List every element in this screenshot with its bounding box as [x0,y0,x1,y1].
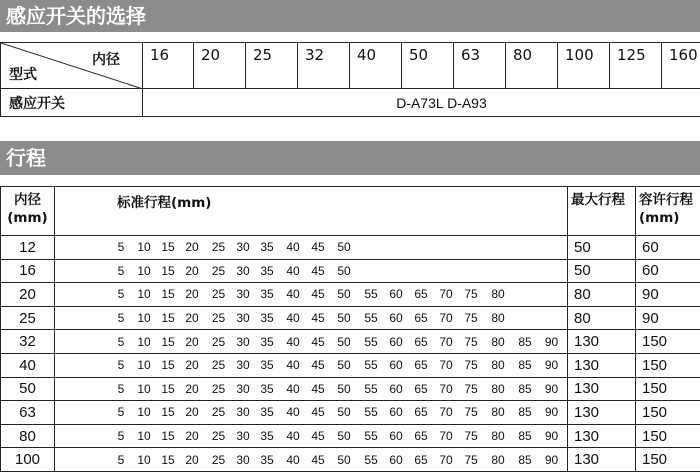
stroke-value: 75 [464,405,478,420]
stroke-value: 20 [185,452,199,467]
stroke-value: 45 [311,358,325,373]
bore-cell: 40 [350,43,402,89]
bore-value: 20 [1,283,55,307]
stroke-value: 30 [236,429,250,444]
table-row [1,353,700,377]
diagonal-header-cell [1,43,143,89]
stroke-value: 15 [161,452,175,467]
stroke-value: 75 [464,334,478,349]
stroke-value: 25 [211,429,226,444]
stroke-value: 75 [464,429,478,444]
standard-strokes [55,283,568,307]
stroke-value: 5 [117,263,125,278]
stroke-value: 55 [364,358,378,373]
stroke-value: 15 [161,381,175,396]
stroke-value: 5 [117,452,125,467]
bore-value: 12 [1,236,55,260]
bore-cell: 100 [558,43,610,89]
stroke-value: 50 [337,287,351,302]
bore-cell: 80 [506,43,558,89]
stroke-value: 85 [518,452,532,467]
stroke-value: 35 [260,240,274,255]
stroke-value: 55 [364,429,378,444]
switch-value: D-A73L D-A93 [143,89,700,117]
stroke-value: 30 [236,334,250,349]
stroke-value: 85 [518,405,532,420]
stroke-value: 20 [185,287,199,302]
stroke-value: 10 [137,240,151,255]
stroke-value: 25 [211,381,226,396]
stroke-value: 75 [464,381,478,396]
stroke-value: 20 [185,334,199,349]
allow-stroke-value: 150 [636,330,700,354]
stroke-value: 5 [117,381,125,396]
stroke-value: 45 [311,429,325,444]
stroke-value: 35 [260,358,274,373]
stroke-value: 15 [161,287,175,302]
stroke-value: 5 [117,405,125,420]
max-stroke-header: 最大行程 [568,187,636,236]
table-row [1,377,700,401]
stroke-value: 60 [389,452,403,467]
stroke-value: 50 [337,381,351,396]
stroke-value: 45 [311,287,325,302]
standard-strokes [55,401,568,425]
allow-stroke-value: 150 [636,448,700,472]
bore-cell: 125 [610,43,662,89]
stroke-value: 70 [439,381,453,396]
stroke-value: 40 [286,429,300,444]
bore-cell: 50 [402,43,454,89]
stroke-value: 20 [185,311,199,326]
max-stroke-value: 130 [568,448,636,472]
standard-strokes [55,236,568,260]
allow-stroke-value: 150 [636,401,700,425]
stroke-value: 55 [364,405,378,420]
stroke-value: 65 [414,311,428,326]
stroke-value: 15 [161,429,175,444]
stroke-value: 90 [544,405,559,420]
standard-strokes [55,448,568,472]
stroke-value: 80 [491,405,505,420]
stroke-value: 70 [439,311,453,326]
stroke-value: 75 [464,358,478,373]
stroke-value: 20 [185,263,199,278]
bore-cell: 16 [143,43,194,89]
stroke-value: 30 [236,240,250,255]
stroke-value: 85 [518,381,532,396]
stroke-value: 30 [236,405,250,420]
stroke-value: 75 [464,311,478,326]
allow-header-line1: 容许行程 [639,192,693,208]
stroke-value: 30 [236,287,250,302]
stroke-value: 25 [211,334,226,349]
stroke-value: 55 [364,334,378,349]
stroke-value: 50 [337,240,351,255]
stroke-value: 70 [439,429,453,444]
stroke-value: 80 [491,429,505,444]
table-row [1,259,700,283]
bore-cell: 20 [194,43,246,89]
stroke-value: 20 [185,381,199,396]
stroke-value: 45 [311,263,325,278]
allow-header-line2: (mm) [639,210,680,226]
bore-value: 40 [1,353,55,377]
stroke-value: 65 [414,429,428,444]
stroke-value: 20 [185,405,199,420]
stroke-value: 10 [137,311,151,326]
stroke-value: 10 [137,287,151,302]
bore-cell: 160 [662,43,700,89]
standard-strokes [55,259,568,283]
allow-stroke-value: 90 [636,306,700,330]
stroke-value: 45 [311,452,325,467]
bore-value: 100 [1,448,55,472]
stroke-value: 50 [337,263,351,278]
max-stroke-value: 50 [568,259,636,283]
stroke-value: 20 [185,240,199,255]
stroke-value: 65 [414,287,428,302]
stroke-value: 55 [364,381,378,396]
stroke-value: 55 [364,287,378,302]
bore-value: 25 [1,306,55,330]
stroke-value: 60 [389,311,403,326]
stroke-value: 15 [161,334,175,349]
stroke-value: 30 [236,452,250,467]
stroke-value: 50 [337,311,351,326]
stroke-value: 50 [337,334,351,349]
allow-stroke-header [636,187,700,236]
standard-strokes [55,306,568,330]
stroke-value: 35 [260,452,274,467]
stroke-value: 45 [311,405,325,420]
max-stroke-value: 50 [568,236,636,260]
bore-header-label: 内径 [92,52,120,68]
max-stroke-value: 130 [568,377,636,401]
stroke-value: 70 [439,405,453,420]
stroke-value: 85 [518,334,532,349]
stroke-value: 40 [286,452,300,467]
bore-value: 32 [1,330,55,354]
stroke-value: 10 [137,381,151,396]
stroke-value: 40 [286,405,300,420]
stroke-value: 70 [439,358,453,373]
switch-table [0,42,700,117]
stroke-value: 45 [311,240,325,255]
stroke-value: 15 [161,311,175,326]
stroke-value: 45 [311,334,325,349]
stroke-value: 55 [364,452,378,467]
bore-header-line1: 内径 [14,192,41,208]
stroke-value: 80 [491,358,505,373]
stroke-value: 80 [491,311,505,326]
bore-cell: 63 [454,43,506,89]
stroke-value: 25 [211,405,226,420]
stroke-value: 60 [389,287,403,302]
allow-stroke-value: 90 [636,283,700,307]
stroke-value: 90 [544,334,559,349]
stroke-value: 60 [389,405,403,420]
stroke-value: 45 [311,381,325,396]
stroke-value: 5 [117,240,125,255]
section-title-stroke: 行程 [0,141,700,175]
stroke-value: 90 [544,381,559,396]
stroke-value: 35 [260,334,274,349]
max-stroke-value: 130 [568,424,636,448]
allow-stroke-value: 60 [636,236,700,260]
stroke-value: 65 [414,405,428,420]
standard-strokes [55,330,568,354]
stroke-value: 40 [286,287,300,302]
stroke-value: 90 [544,429,559,444]
stroke-value: 40 [286,358,300,373]
stroke-value: 25 [211,263,226,278]
stroke-value: 50 [337,358,351,373]
stroke-value: 10 [137,334,151,349]
stroke-value: 70 [439,452,453,467]
stroke-value: 70 [439,287,453,302]
stroke-value: 10 [137,263,151,278]
stroke-value: 20 [185,358,199,373]
table-row [1,306,700,330]
stroke-value: 15 [161,405,175,420]
stroke-value: 60 [389,381,403,396]
bore-cell: 25 [246,43,298,89]
stroke-value: 60 [389,334,403,349]
stroke-value: 60 [389,358,403,373]
stroke-value: 5 [117,429,125,444]
bore-value: 80 [1,424,55,448]
table-row [1,236,700,260]
allow-stroke-value: 150 [636,424,700,448]
stroke-value: 50 [337,405,351,420]
max-stroke-value: 130 [568,353,636,377]
stroke-value: 20 [185,429,199,444]
allow-stroke-value: 150 [636,377,700,401]
stroke-value: 15 [161,240,175,255]
stroke-value: 10 [137,452,151,467]
stroke-value: 5 [117,334,125,349]
stroke-value: 85 [518,358,532,373]
table-row [1,401,700,425]
section-title-switch: 感应开关的选择 [0,0,700,32]
stroke-value: 35 [260,381,274,396]
switch-label: 感应开关 [1,89,143,117]
stroke-value: 40 [286,263,300,278]
bore-value: 63 [1,401,55,425]
table-row [1,330,700,354]
stroke-value: 25 [211,287,226,302]
stroke-value: 5 [117,287,125,302]
stroke-value: 90 [544,358,559,373]
stroke-value: 60 [389,429,403,444]
stroke-value: 65 [414,452,428,467]
table-row [1,448,700,472]
stroke-value: 50 [337,452,351,467]
bore-value: 16 [1,259,55,283]
stroke-value: 35 [260,429,274,444]
max-stroke-value: 130 [568,330,636,354]
stroke-value: 70 [439,334,453,349]
bore-value: 50 [1,377,55,401]
stroke-value: 35 [260,287,274,302]
stroke-value: 40 [286,240,300,255]
bore-cell: 32 [298,43,350,89]
stroke-value: 85 [518,429,532,444]
standard-strokes [55,424,568,448]
stroke-value: 25 [211,311,226,326]
stroke-value: 75 [464,452,478,467]
stroke-value: 80 [491,452,505,467]
stroke-value: 30 [236,358,250,373]
stroke-value: 15 [161,263,175,278]
table-row [1,283,700,307]
allow-stroke-value: 60 [636,259,700,283]
stroke-value: 65 [414,381,428,396]
stroke-value: 15 [161,358,175,373]
allow-stroke-value: 150 [636,353,700,377]
stroke-value: 40 [286,334,300,349]
stroke-value: 35 [260,405,274,420]
bore-header-line2: (mm) [7,210,48,226]
stroke-value: 55 [364,311,378,326]
stroke-value: 65 [414,334,428,349]
standard-strokes [55,353,568,377]
stroke-value: 35 [260,263,274,278]
stroke-table [0,186,700,472]
bore-header [1,187,55,236]
type-header-label: 型式 [9,67,37,83]
stroke-value: 5 [117,358,125,373]
stroke-value: 30 [236,263,250,278]
stroke-value: 25 [211,452,226,467]
standard-stroke-header: 标准行程(mm) [55,187,568,236]
stroke-value: 10 [137,358,151,373]
stroke-value: 10 [137,405,151,420]
stroke-value: 45 [311,311,325,326]
stroke-value: 10 [137,429,151,444]
max-stroke-value: 80 [568,306,636,330]
stroke-value: 30 [236,381,250,396]
stroke-value: 65 [414,358,428,373]
max-stroke-value: 130 [568,401,636,425]
stroke-value: 40 [286,381,300,396]
stroke-value: 80 [491,381,505,396]
stroke-value: 90 [544,452,559,467]
stroke-value: 40 [286,311,300,326]
stroke-value: 25 [211,358,226,373]
stroke-value: 75 [464,287,478,302]
standard-strokes [55,377,568,401]
table-row [1,424,700,448]
stroke-value: 5 [117,311,125,326]
stroke-value: 80 [491,334,505,349]
stroke-value: 25 [211,240,226,255]
stroke-value: 80 [491,287,505,302]
stroke-value: 35 [260,311,274,326]
stroke-value: 50 [337,429,351,444]
stroke-value: 30 [236,311,250,326]
max-stroke-value: 80 [568,283,636,307]
